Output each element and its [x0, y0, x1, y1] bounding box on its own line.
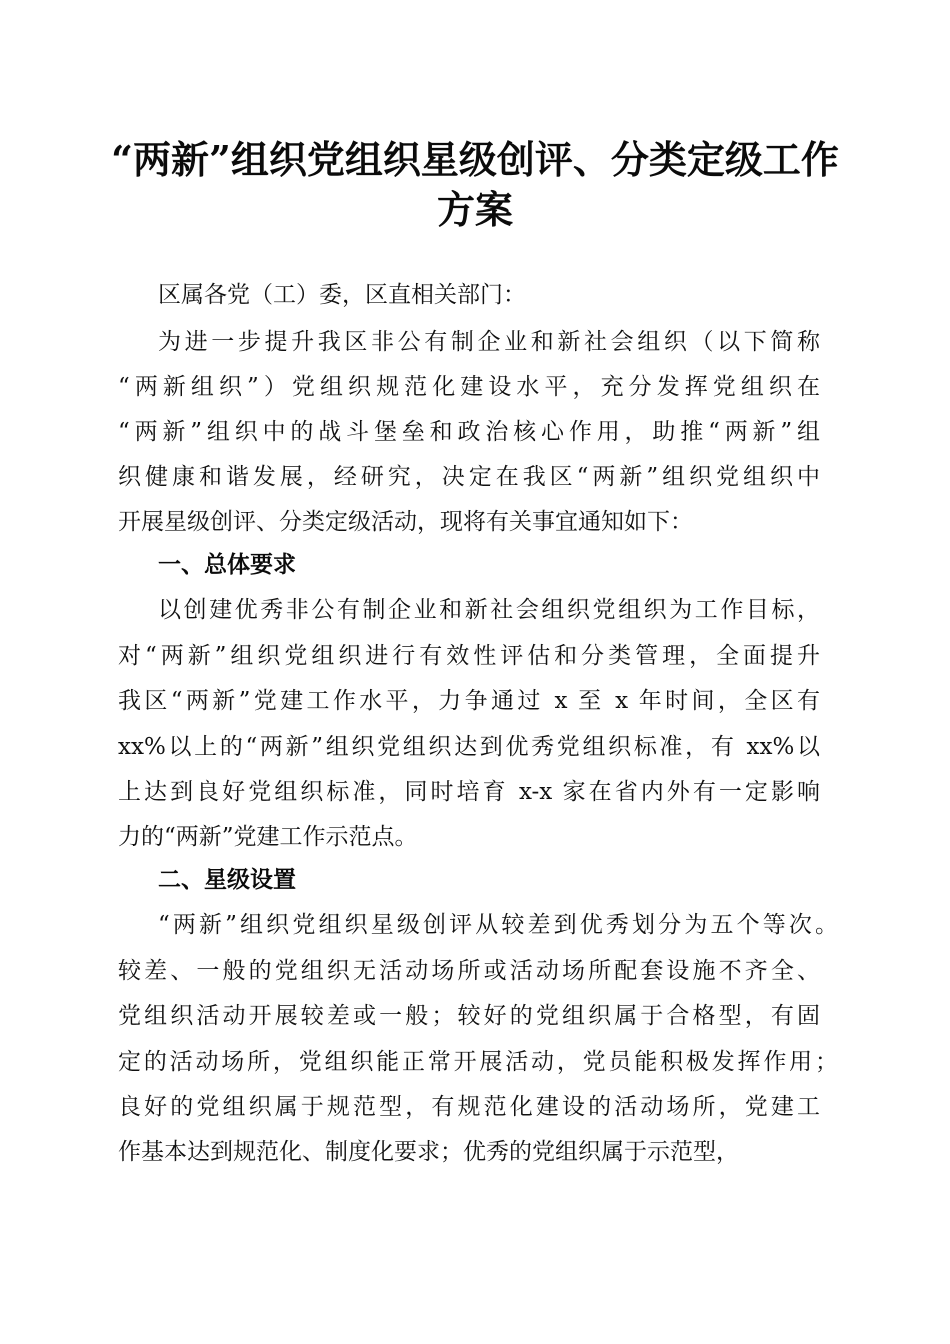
- section2-line: 党组织活动开展较差或一般；较好的党组织属于合格型，有固: [118, 1003, 820, 1029]
- intro-line: 织健康和谐发展，经研究，决定在我区“两新”组织党组织中: [118, 464, 820, 490]
- section1-line: 我区“两新”党建工作水平，力争通过 x 至 x 年时间，全区有: [118, 688, 820, 714]
- section2-line: 定的活动场所，党组织能正常开展活动，党员能积极发挥作用；: [118, 1049, 838, 1075]
- intro-line: 开展星级创评、分类定级活动，现将有关事宜通知如下：: [118, 509, 693, 535]
- section1-line: 对“两新”组织党组织进行有效性评估和分类管理，全面提升: [118, 643, 820, 669]
- section2-line: 较差、一般的党组织无活动场所或活动场所配套设施不齐全、: [118, 958, 820, 984]
- section-heading-star-levels: 二、星级设置: [158, 867, 296, 893]
- intro-line: “两新组织”）党组织规范化建设水平，充分发挥党组织在: [118, 374, 820, 400]
- document-title-line-1: “两新”组织党组织星级创评、分类定级工作: [111, 137, 839, 182]
- document-title-line-2: 方案: [436, 187, 513, 232]
- intro-line: “两新”组织中的战斗堡垒和政治核心作用，助推“两新”组: [118, 419, 820, 445]
- section2-line: “两新”组织党组织星级创评从较差到优秀划分为五个等次。: [158, 912, 838, 938]
- salutation: 区属各党（工）委，区直相关部门：: [158, 282, 526, 308]
- section2-line: 作基本达到规范化、制度化要求；优秀的党组织属于示范型，: [118, 1139, 739, 1165]
- section1-line: 以创建优秀非公有制企业和新社会组织党组织为工作目标，: [158, 597, 820, 623]
- section-heading-general-requirements: 一、总体要求: [158, 552, 296, 578]
- intro-line: 为进一步提升我区非公有制企业和新社会组织（以下简称: [158, 329, 820, 355]
- section1-line: 力的“两新”党建工作示范点。: [118, 824, 418, 850]
- section1-line: xx%以上的“两新”组织党组织达到优秀党组织标准，有 xx%以: [118, 734, 820, 760]
- section1-line: 上达到良好党组织标准，同时培育 x-x 家在省内外有一定影响: [118, 779, 820, 805]
- section2-line: 良好的党组织属于规范型，有规范化建设的活动场所，党建工: [118, 1094, 820, 1120]
